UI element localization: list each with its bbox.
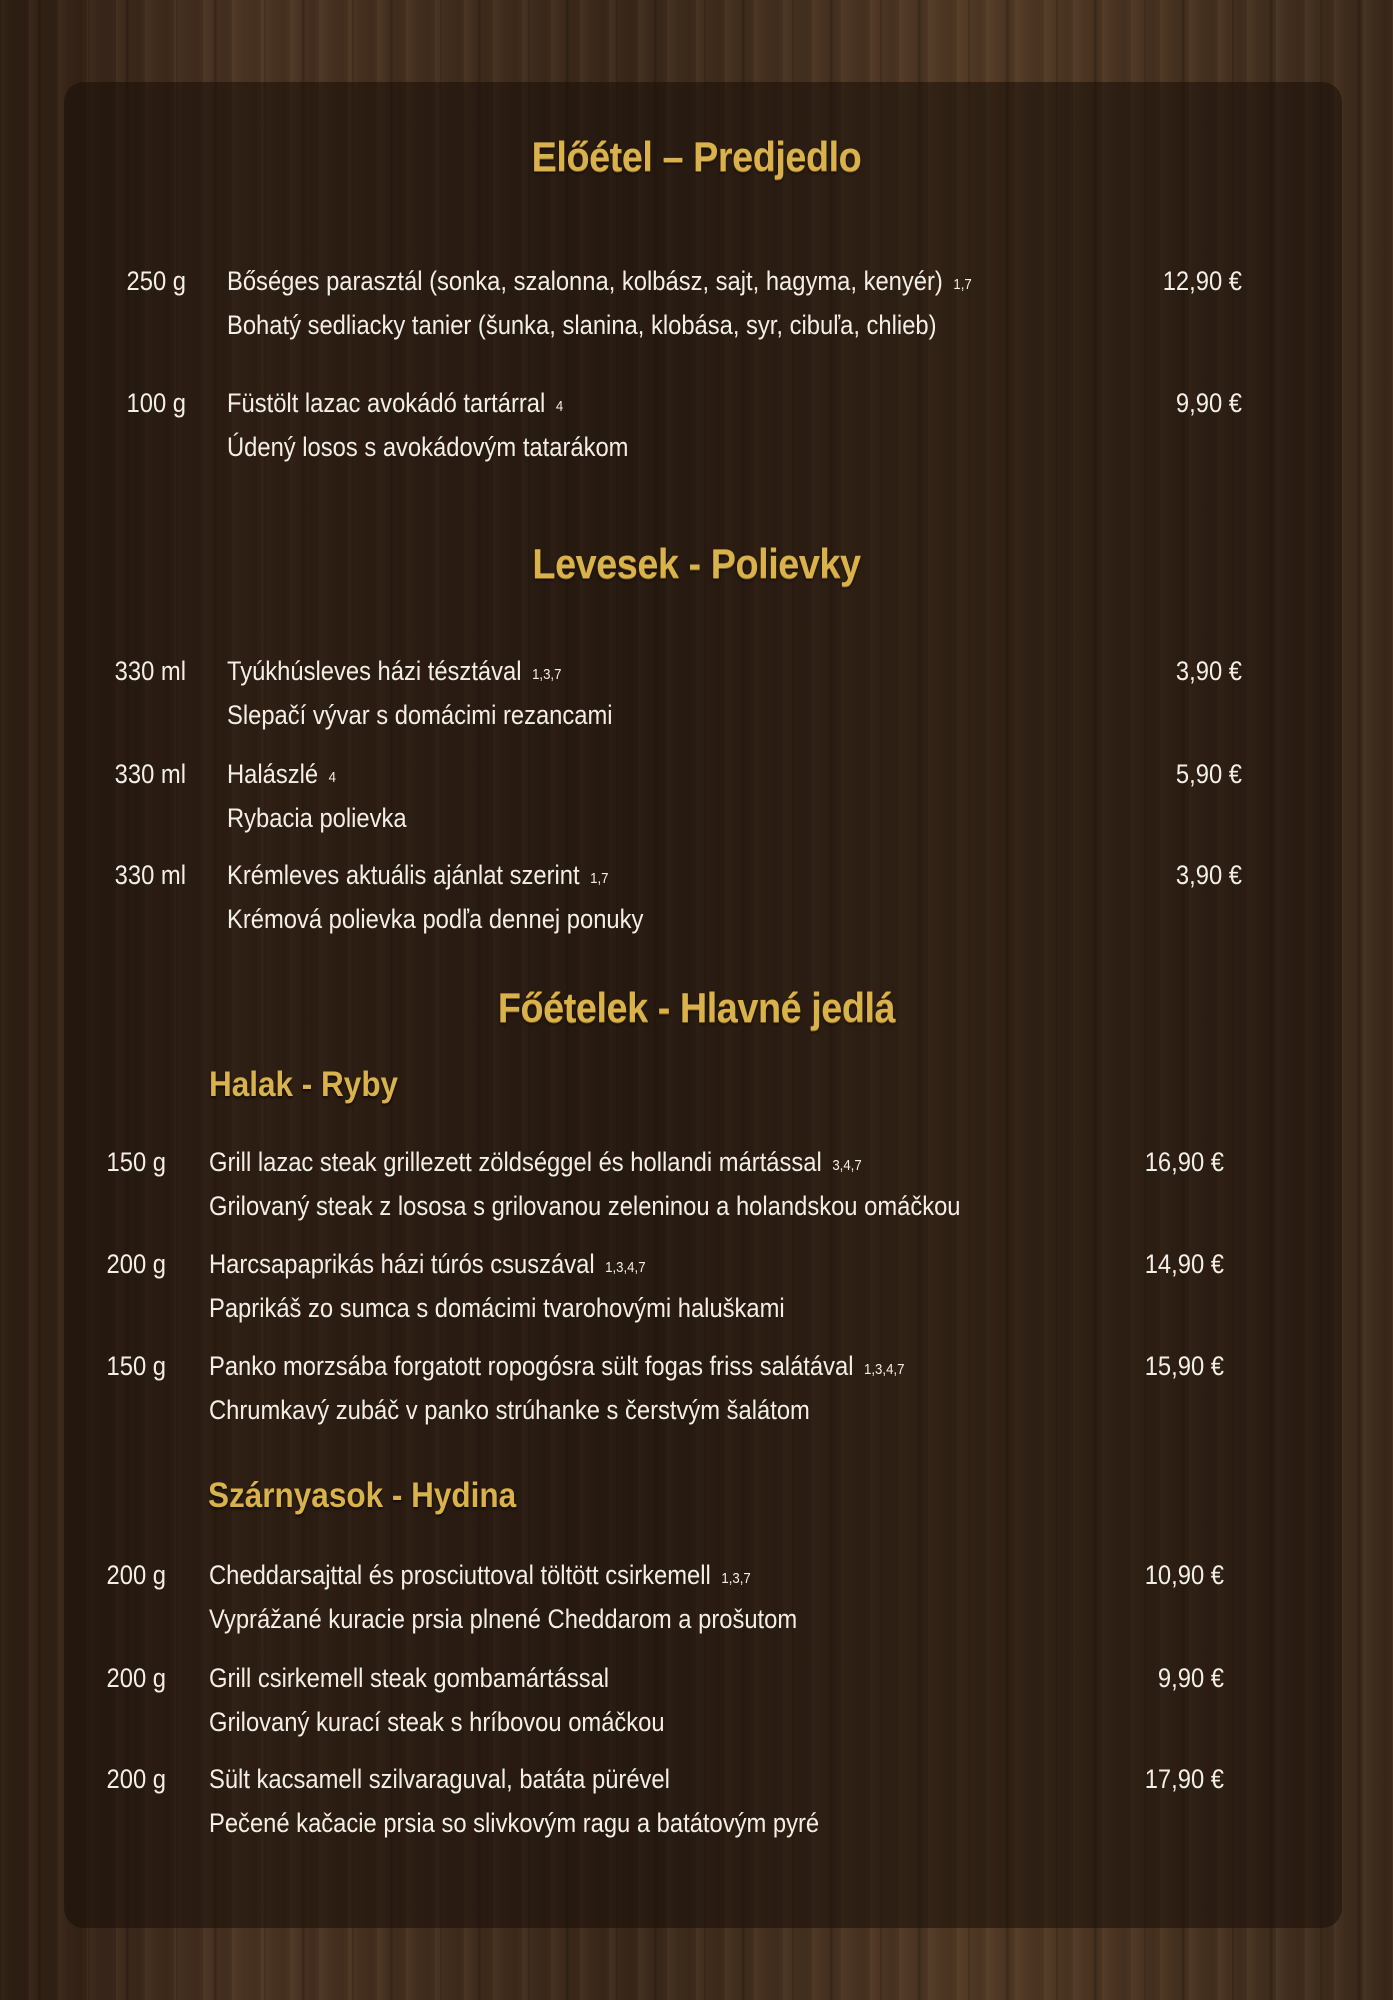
item-name-hu: Bőséges parasztál (sonka, szalonna, kolbász, sajt, hagyma, kenyér) 1,7 — [227, 266, 972, 296]
item-quantity: 330 ml — [114, 759, 186, 789]
item-name-sk: Údený losos s avokádovým tatarákom — [227, 432, 629, 462]
item-description — [227, 651, 613, 735]
item-name-sk: Grilovaný steak z lososa s grilovanou zeleninou a holandskou omáčkou — [209, 1191, 961, 1221]
menu-item-appetizer-1 — [0, 261, 1393, 341]
item-quantity: 200 g — [106, 1249, 166, 1279]
menu-item-fish-3 — [0, 1346, 1393, 1426]
allergen-codes: 4 — [555, 398, 564, 415]
item-quantity: 200 g — [106, 1560, 166, 1590]
item-name-hu: Grill lazac steak grillezett zöldséggel és hollandi mártással 3,4,7 — [209, 1147, 862, 1177]
allergen-codes: 1,7 — [590, 870, 609, 887]
section-title-soups: Levesek - Polievky — [532, 540, 861, 587]
item-price: 5,90 € — [1175, 759, 1242, 789]
item-name-hu: Panko morzsába forgatott ropogósra sült fogas friss salátával 1,3,4,7 — [209, 1351, 905, 1381]
item-description — [227, 754, 407, 838]
item-name-hu: Sült kacsamell szilvaraguval, batáta pürével — [209, 1764, 670, 1794]
item-description — [209, 1244, 785, 1328]
item-description — [209, 1759, 819, 1843]
item-description — [227, 383, 628, 467]
item-name-sk: Paprikáš zo sumca s domácimi tvarohovými haluškami — [209, 1293, 785, 1323]
menu-item-soup-1 — [0, 651, 1393, 731]
allergen-codes: 1,7 — [953, 276, 972, 293]
item-name-hu: Füstölt lazac avokádó tartárral 4 — [227, 388, 564, 418]
item-price: 3,90 € — [1175, 656, 1242, 686]
item-quantity: 150 g — [106, 1147, 166, 1177]
item-price: 3,90 € — [1175, 860, 1242, 890]
item-price: 9,90 € — [1157, 1663, 1224, 1693]
item-quantity: 330 ml — [114, 656, 186, 686]
item-price: 12,90 € — [1162, 266, 1242, 296]
subsection-title-poultry: Szárnyasok - Hydina — [208, 1476, 517, 1515]
item-name-sk: Pečené kačacie prsia so slivkovým ragu a batátovým pyré — [209, 1808, 820, 1838]
menu-item-poultry-3 — [0, 1759, 1393, 1839]
allergen-codes: 3,4,7 — [832, 1157, 862, 1174]
item-name-hu: Grill csirkemell steak gombamártással — [209, 1663, 610, 1693]
item-name-sk: Grilovaný kurací steak s hríbovou omáčkou — [209, 1707, 665, 1737]
allergen-codes: 1,3,4,7 — [605, 1259, 646, 1276]
item-name-sk: Bohatý sedliacky tanier (šunka, slanina, klobása, syr, cibuľa, chlieb) — [227, 310, 937, 340]
item-name-sk: Vyprážané kuracie prsia plnené Cheddarom a prošutom — [209, 1604, 798, 1634]
menu-item-fish-2 — [0, 1244, 1393, 1324]
item-price: 16,90 € — [1144, 1147, 1224, 1177]
item-quantity: 250 g — [126, 266, 186, 296]
allergen-codes: 1,3,7 — [532, 666, 562, 683]
subsection-title-fish: Halak - Ryby — [209, 1065, 399, 1104]
item-name-sk: Krémová polievka podľa dennej ponuky — [227, 904, 644, 934]
allergen-codes: 1,3,4,7 — [864, 1361, 905, 1378]
item-description — [209, 1555, 797, 1639]
item-name-hu: Cheddarsajttal és prosciuttoval töltött csirkemell 1,3,7 — [209, 1560, 751, 1590]
item-quantity: 150 g — [106, 1351, 166, 1381]
item-name-sk: Chrumkavý zubáč v panko strúhanke s čerstvým šalátom — [209, 1395, 810, 1425]
section-title-mains: Főételek - Hlavné jedlá — [497, 984, 896, 1031]
allergen-codes: 1,3,7 — [721, 1570, 751, 1587]
menu-item-poultry-2 — [0, 1658, 1393, 1738]
item-price: 17,90 € — [1144, 1764, 1224, 1794]
item-description — [209, 1346, 904, 1430]
item-description — [227, 261, 972, 345]
item-description — [209, 1658, 665, 1742]
item-name-sk: Rybacia polievka — [227, 803, 407, 833]
menu-item-fish-1 — [0, 1142, 1393, 1222]
menu-item-appetizer-2 — [0, 383, 1393, 463]
menu-item-soup-3 — [0, 855, 1393, 935]
item-price: 9,90 € — [1175, 388, 1242, 418]
item-quantity: 330 ml — [114, 860, 186, 890]
item-name-hu: Harcsapaprikás házi túrós csuszával 1,3,4,7 — [209, 1249, 646, 1279]
item-quantity: 200 g — [106, 1663, 166, 1693]
item-price: 14,90 € — [1144, 1249, 1224, 1279]
item-quantity: 200 g — [106, 1764, 166, 1794]
item-description — [227, 855, 643, 939]
item-price: 10,90 € — [1144, 1560, 1224, 1590]
allergen-codes: 4 — [328, 769, 337, 786]
menu-item-soup-2 — [0, 754, 1393, 834]
item-name-hu: Halászlé 4 — [227, 759, 337, 789]
item-description — [209, 1142, 961, 1226]
item-name-hu: Krémleves aktuális ajánlat szerint 1,7 — [227, 860, 609, 890]
item-price: 15,90 € — [1144, 1351, 1224, 1381]
item-quantity: 100 g — [126, 388, 186, 418]
item-name-sk: Slepačí vývar s domácimi rezancami — [227, 700, 613, 730]
section-title-appetizers: Előétel – Predjedlo — [531, 133, 862, 180]
item-name-hu: Tyúkhúsleves házi tésztával 1,3,7 — [227, 656, 562, 686]
menu-item-poultry-1 — [0, 1555, 1393, 1635]
